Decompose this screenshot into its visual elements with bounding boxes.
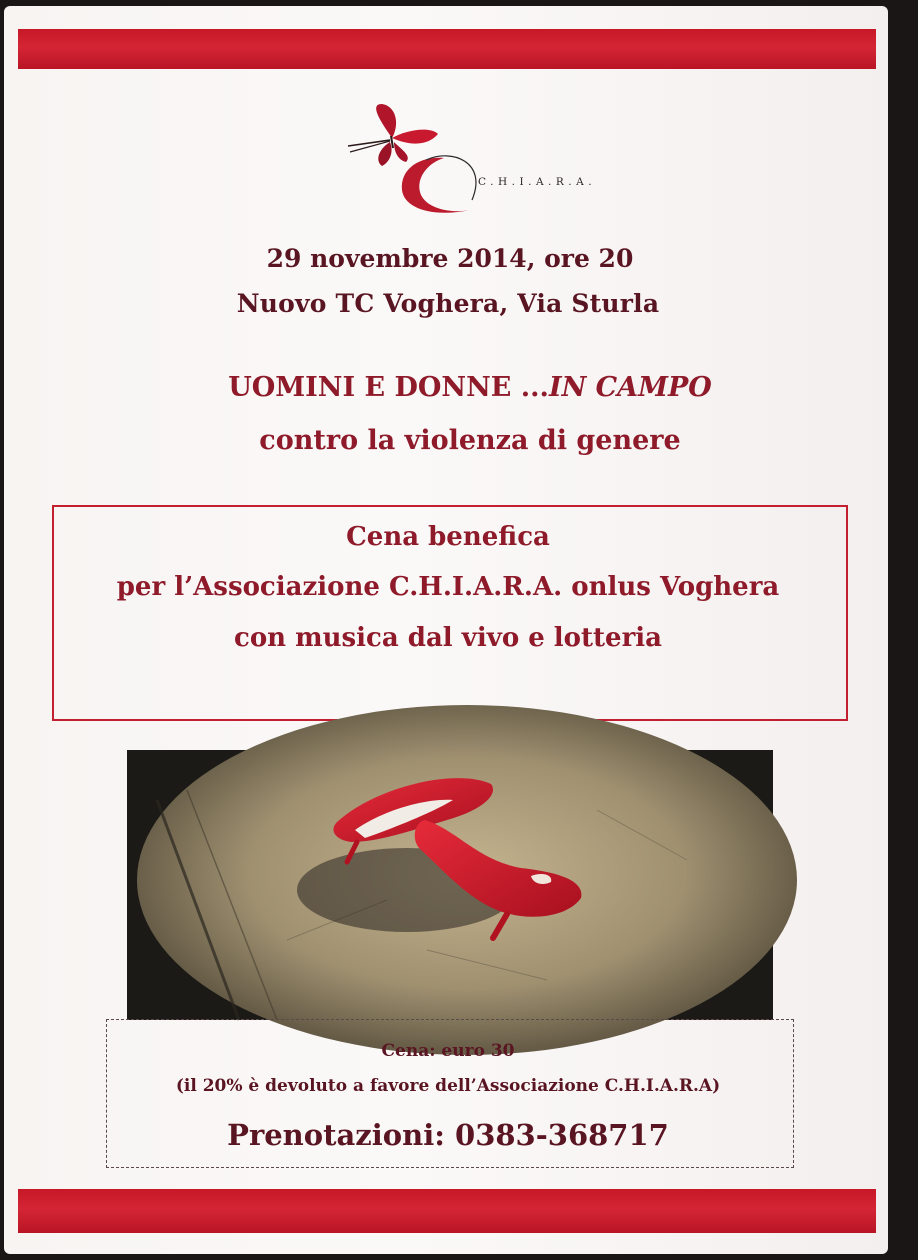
headline-subtitle: contro la violenza di genere — [259, 425, 681, 456]
red-shoes-photo — [127, 750, 773, 1020]
event-venue: Nuovo TC Voghera, Via Sturla — [236, 289, 660, 318]
logo-text: C.H.I.A.R.A. — [478, 176, 597, 188]
box-line-2: per l’Associazione C.H.I.A.R.A. onlus Voghera — [116, 572, 780, 602]
chiara-logo — [340, 100, 597, 220]
event-date: 29 novembre 2014, ore 20 — [266, 244, 634, 273]
dinner-price: Cena: euro 30 — [381, 1041, 515, 1061]
box-line-1: Cena benefica — [346, 522, 550, 552]
top-red-band — [18, 29, 876, 69]
box-line-3: con musica dal vivo e lotteria — [233, 623, 663, 653]
booking-phone: Prenotazioni: 0383-368717 — [227, 1118, 669, 1152]
butterfly-icon — [348, 104, 438, 166]
headline — [22, 372, 918, 403]
headline-part2: IN CAMPO — [548, 372, 712, 403]
bottom-red-band — [18, 1189, 876, 1233]
donation-note: (il 20% è devoluto a favore dell’Associazione C.H.I.A.R.A) — [175, 1076, 721, 1096]
headline-part1: UOMINI E DONNE ... — [228, 372, 549, 403]
